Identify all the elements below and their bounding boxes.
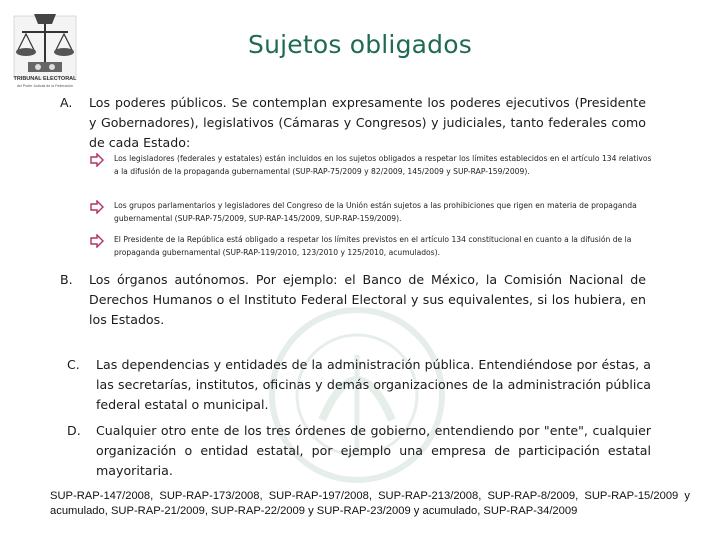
- item-a-text: Se contemplan expresamente los poderes ejecutivos (Presidente y Gobernadores), legislativos (Cámaras y Congresos) y judiciales, tanto federales como de cada Estado:: [89, 95, 646, 150]
- item-d-text: entendiendo por "ente", cualquier organización o entidad estatal, por ejemplo una empresa de participación estatal mayoritaria.: [96, 423, 651, 478]
- item-c-text: Entendiéndose por éstas, a las secretarías, institutos, oficinas y demás organizaciones de la administración pública federal estatal o municipal.: [96, 357, 651, 412]
- subitem-2: [90, 200, 654, 225]
- arrow-right-icon: [90, 153, 104, 167]
- subitem-3: [90, 234, 654, 259]
- item-b-text: Por ejemplo: el Banco de México, la Comisión Nacional de Derechos Humanos o el Instituto Federal Electoral y sus equivalentes, si los hubiera, en los Estados.: [89, 272, 646, 327]
- logo-subtitle: del Poder Judicial de la Federación: [16, 84, 74, 88]
- item-d-label: D.: [67, 423, 81, 438]
- subitem-3-text: El Presidente de la República está obligado a respetar los límites previstos en el artículo 134 constitucional en cuanto a la difusión de la propaganda gubernamental (SUP-RAP-119/2010, 123/2010 y 125/2010, acumulados).: [114, 235, 632, 257]
- item-c-heading: Las dependencias y entidades de la administración pública.: [96, 357, 475, 372]
- subitem-2-text: Los grupos parlamentarios y legisladores del Congreso de la Unión están sujetos a las prohibiciones que rigen en materia de propaganda gubernamental (SUP-RAP-75/2009, SUP-RAP-145/2009, SUP-RAP-159/2009).: [114, 201, 637, 223]
- item-b-heading: Los órganos autónomos.: [89, 272, 250, 287]
- subitem-1: [90, 153, 654, 178]
- item-c-label: C.: [67, 357, 80, 372]
- item-d-heading: Cualquier otro ente de los tres órdenes de gobierno,: [96, 423, 431, 438]
- arrow-right-icon: [90, 200, 104, 214]
- item-b-label: B.: [60, 272, 73, 287]
- item-a-heading: Los poderes públicos.: [89, 95, 227, 110]
- item-d: [67, 421, 651, 481]
- page-title: Sujetos obligados: [248, 30, 472, 59]
- item-b: [60, 270, 646, 330]
- subitem-1-text: Los legisladores (federales y estatales) están incluidos en los sujetos obligados a respetar los límites establecidos en el artículo 134 relativos a la difusión de la propaganda gubernamental (SUP-RAP-75/2009 y 82/2009, 145/2009 y SUP-RAP-159/2009).: [114, 154, 652, 176]
- item-a: [60, 93, 646, 153]
- item-a-label: A.: [60, 95, 73, 110]
- logo-name: TRIBUNAL ELECTORAL: [13, 76, 77, 82]
- footer-references: SUP-RAP-147/2008, SUP-RAP-173/2008, SUP-RAP-197/2008, SUP-RAP-213/2008, SUP-RAP-8/2009, SUP-RAP-15/2009 y acumulado, SUP-RAP-21/2009, SUP-RAP-22/2009 y SUP-RAP-23/2009 y acumulado, SUP-RAP-34/2009: [50, 490, 690, 517]
- item-c: [67, 355, 651, 415]
- arrow-right-icon: [90, 234, 104, 248]
